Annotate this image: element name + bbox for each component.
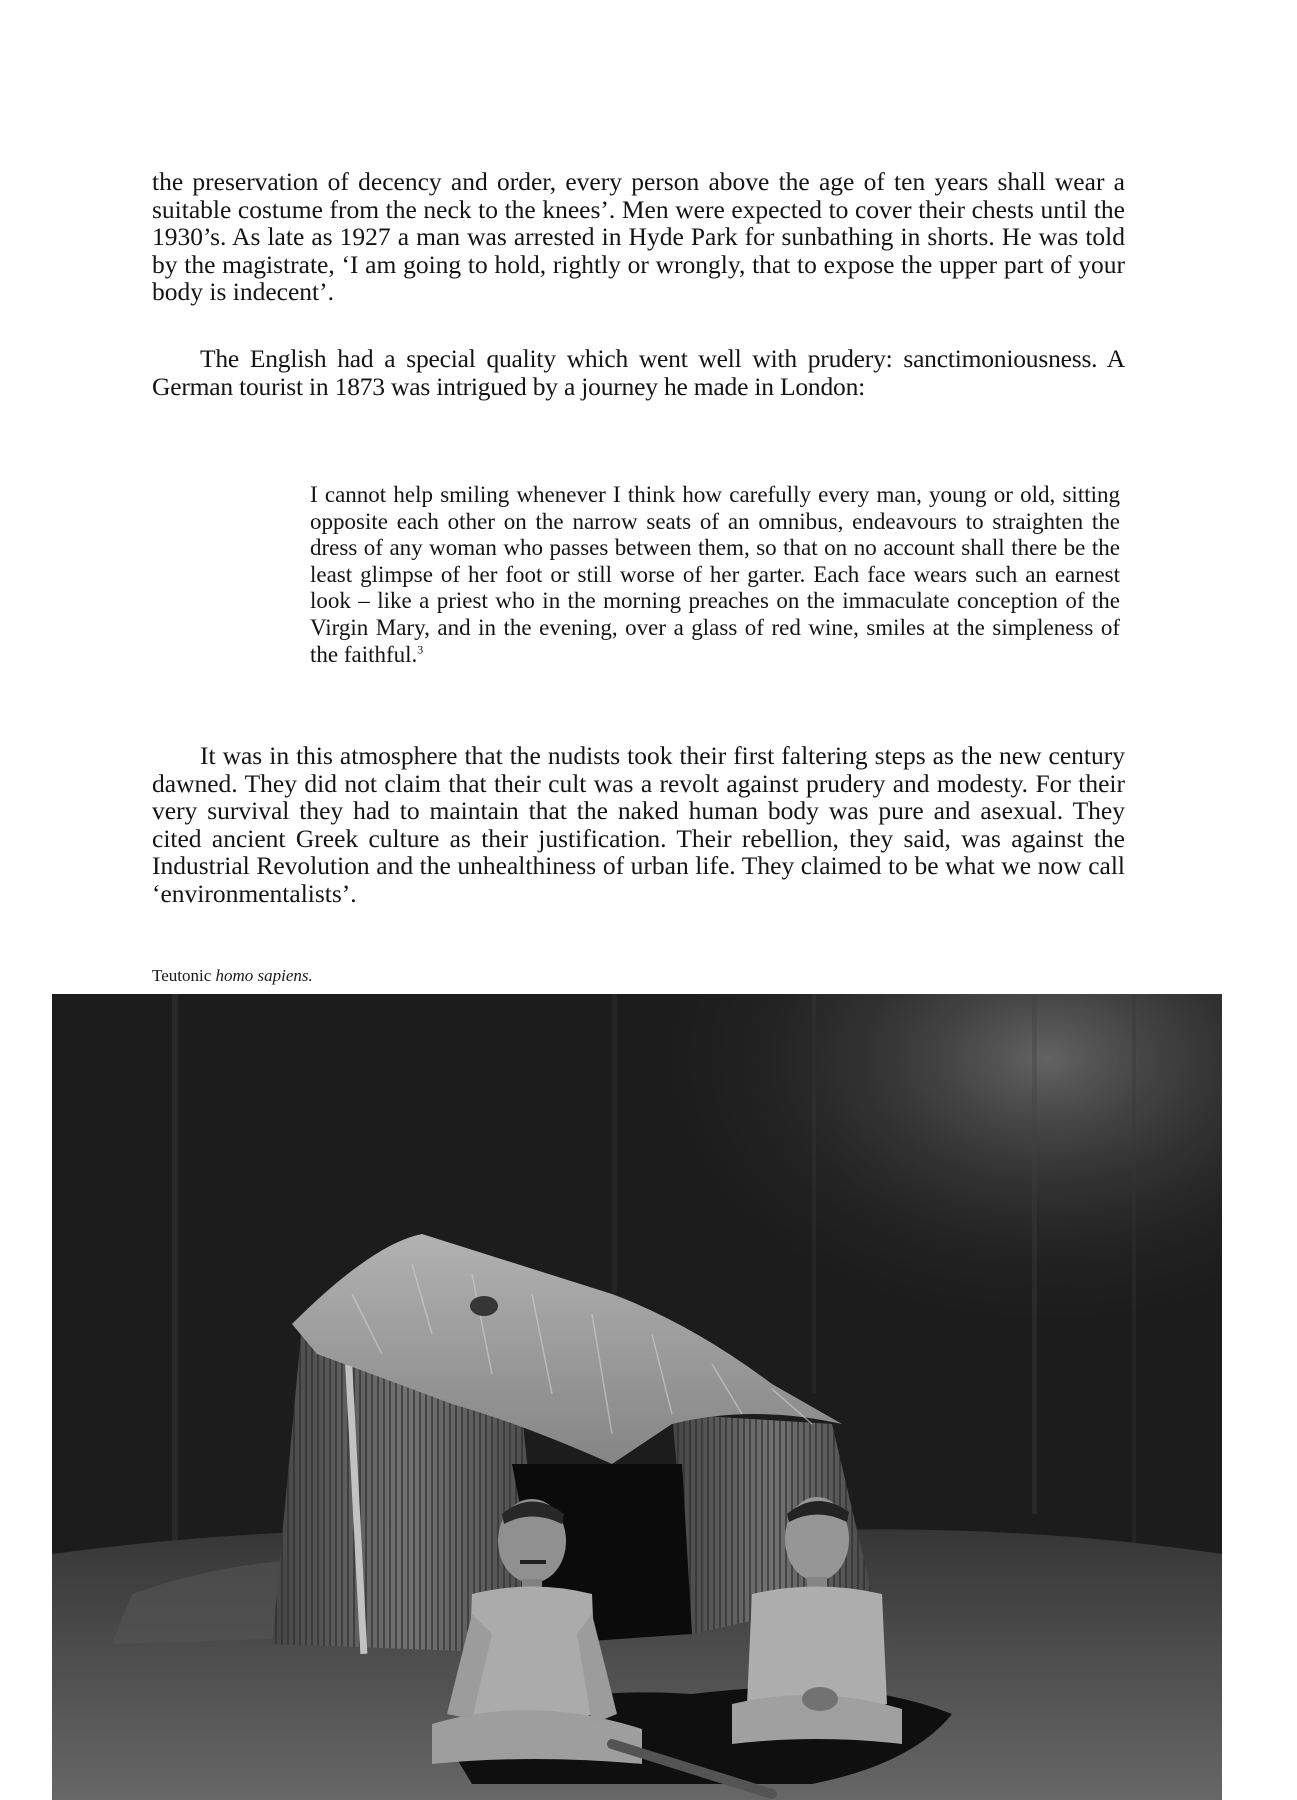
caption-italic-text: homo sapiens. bbox=[215, 966, 313, 985]
block-quote-text: I cannot help smiling whenever I think how carefully every man, young or old, sitting opposite each other on the narrow seats of an omnibus, endeavours to straighten the dress of any woman who passes between them, so that on no account shall there be the least glimpse of her foot or still worse of her garter. Each face wears such an earnest look – like a priest who in the morning preaches on the immaculate conception of the Virgin Mary, and in the evening, over a glass of red wine, smiles at the simpleness of the faithful. bbox=[310, 482, 1120, 667]
figure-caption bbox=[152, 966, 313, 986]
figure-photo bbox=[52, 994, 1222, 1800]
body-paragraph: the preservation of decency and order, every person above the age of ten years shall wear a suitable costume from the neck to the knees’. Men were expected to cover their chests until the 1930’s. As late as 1927 a man was arrested in Hyde Park for sunbathing in shorts. He was told by the magistrate, ‘I am going to hold, rightly or wrongly, that to expose the upper part of your body is indecent’. bbox=[152, 167, 1125, 307]
photo-grain bbox=[52, 994, 1222, 1800]
body-paragraph: The English had a special quality which went well with prudery: sanctimoniousness. A German tourist in 1873 was intrigued by a journey he made in London: bbox=[152, 344, 1125, 401]
photo-illustration bbox=[52, 994, 1222, 1800]
body-paragraph: It was in this atmosphere that the nudists took their first faltering steps as the new century dawned. They did not claim that their cult was a revolt against prudery and modesty. For their very survival they had to maintain that the naked human body was pure and asexual. They cited ancient Greek culture as their justification. Their rebellion, they said, was against the Industrial Revolution and the unhealthiness of urban life. They claimed to be what we now call ‘environmentalists’. bbox=[152, 741, 1125, 908]
footnote-marker: 3 bbox=[417, 641, 424, 656]
block-quote bbox=[310, 482, 1120, 668]
caption-text: Teutonic bbox=[152, 966, 216, 985]
